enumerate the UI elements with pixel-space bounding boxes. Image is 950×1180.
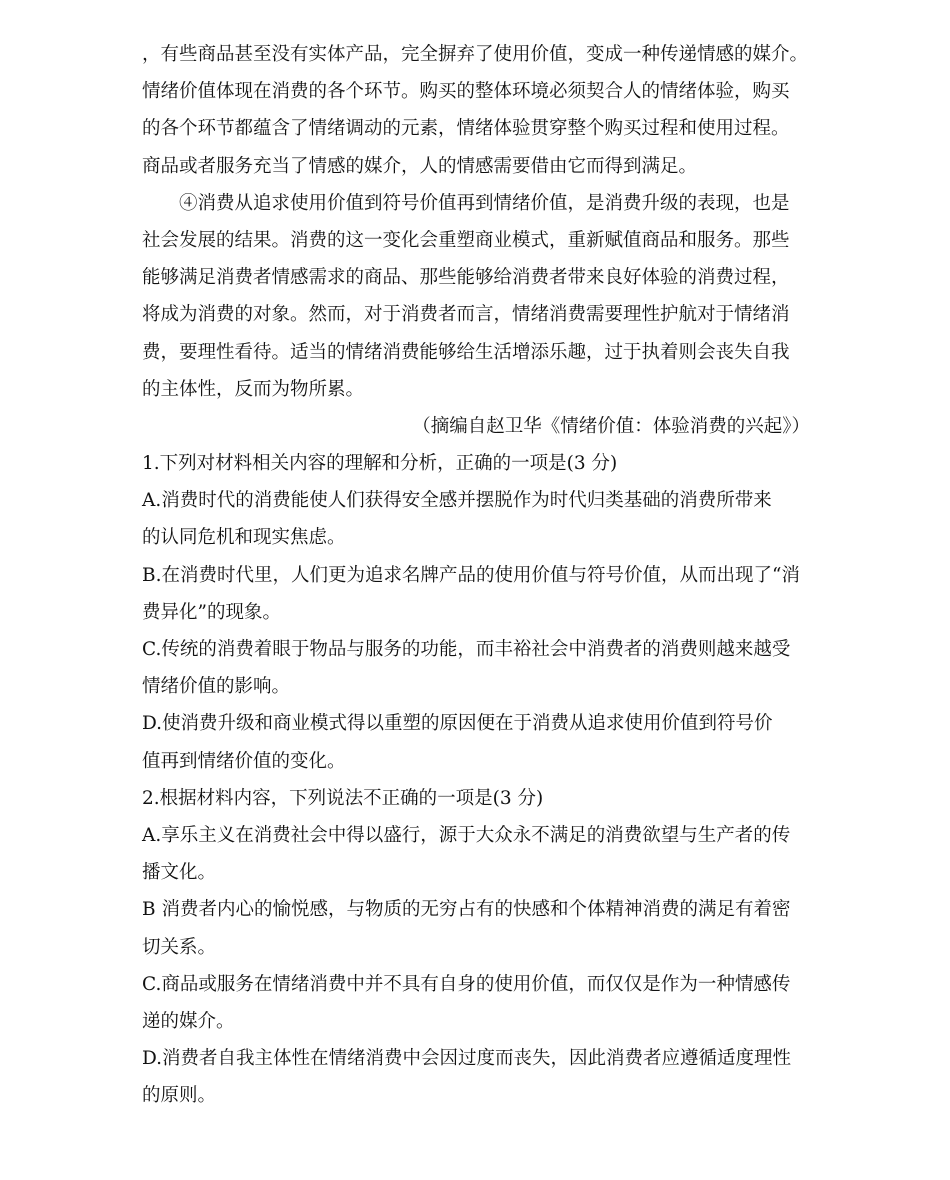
option-a [142,482,822,556]
text-line: 的主体性，反而为物所累。 [142,378,365,400]
text-line: 情绪价值体现在消费的各个环节。购买的整体环境必须契合人的情绪体验，购买 [142,81,790,103]
text-line: 将成为消费的对象。然而，对于消费者而言，情绪消费需要理性护航对于情绪消 [142,304,790,326]
option-line: D.消费者自我主体性在情绪消费中会因过度而丧失，因此消费者应遵循适度理性 [142,1048,792,1070]
option-line: C.商品或服务在情绪消费中并不具有自身的使用价值，而仅仅是作为一种情感传 [142,973,791,995]
option-line: A.消费时代的消费能使人们获得安全感并摆脱作为时代归类基础的消费所带来 [142,490,772,512]
text-line: ，有些商品甚至没有实体产品，完全摒弃了使用价值，变成一种传递情感的媒介。 [142,44,809,65]
option-d [142,705,822,779]
question-1 [142,445,822,780]
option-line: 切关系。 [142,936,217,958]
option-line: 的原则。 [142,1085,217,1107]
source-citation: （摘编自赵卫华《情绪价值：体验消费的兴起》） [412,415,810,437]
document-page [142,36,822,1114]
text-line: 社会发展的结果。消费的这一变化会重塑商业模式，重新赋值商品和服务。那些 [142,229,790,251]
option-c [142,966,822,1040]
option-line: 的认同危机和现实焦虑。 [142,527,346,549]
option-line: D.使消费升级和商业模式得以重塑的原因便在于消费从追求使用价值到符号价 [142,713,773,735]
option-c [142,631,822,705]
option-d [142,1040,822,1114]
text-line: 费，要理性看待。适当的情绪消费能够给生活增添乐趣，过于执着则会丧失自我 [142,341,790,363]
option-line: A.享乐主义在消费社会中得以盛行，源于大众永不满足的消费欲望与生产者的传 [142,824,791,846]
option-line: B 消费者内心的愉悦感，与物质的无穷占有的快感和个体精神消费的满足有着密 [142,899,791,921]
option-b [142,557,822,631]
option-b [142,891,822,965]
option-line: 费异化”的现象。 [142,601,281,623]
option-line: 递的媒介。 [142,1010,235,1032]
passage-paragraph-3 [142,36,822,185]
text-line: 商品或者服务充当了情感的媒介，人的情感需要借由它而得到满足。 [142,155,698,177]
question-stem: 2.根据材料内容，下列说法不正确的一项是(3 分) [142,787,544,809]
passage-paragraph-4 [142,185,822,408]
option-line: C.传统的消费着眼于物品与服务的功能，而丰裕社会中消费者的消费则越来越受 [142,639,791,660]
text-line: 的各个环节都蕴含了情绪调动的元素，情绪体验贯穿整个购买过程和使用过程。 [142,118,790,140]
question-2 [142,780,822,1115]
option-line: 情绪价值的影响。 [142,676,291,698]
text-line: 能够满足消费者情感需求的商品、那些能够给消费者带来良好体验的消费过程， [142,267,790,289]
question-stem: 1.下列对材料相关内容的理解和分析，正确的一项是(3 分) [142,453,618,475]
text-line: ④消费从追求使用价值到符号价值再到情绪价值，是消费升级的表现，也是 [179,192,790,214]
option-line: 值再到情绪价值的变化。 [142,750,346,772]
option-a [142,817,822,891]
option-line: B.在消费时代里，人们更为追求名牌产品的使用价值与符号价值，从而出现了“消 [142,564,800,586]
option-line: 播文化。 [142,862,217,884]
